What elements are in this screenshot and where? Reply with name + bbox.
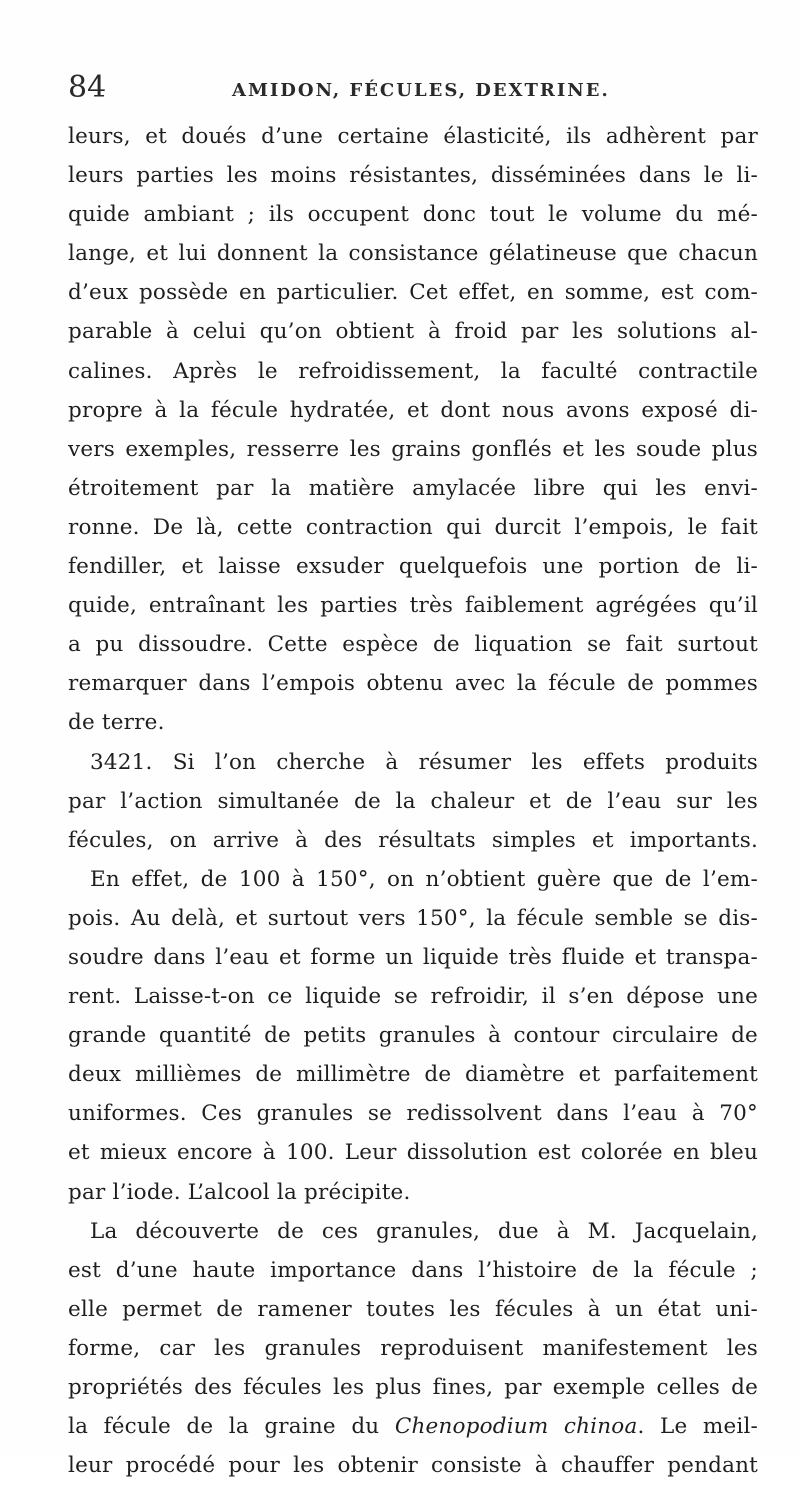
- text-line: calines. Après le refroidissement, la faculté contractile: [68, 358, 758, 384]
- text-line: soudre dans l’eau et forme un liquide très fluide et transpa-: [68, 944, 758, 970]
- text-line: pois. Au delà, et surtout vers 150°, la fécule semble se dis-: [68, 905, 758, 931]
- text-line: lange, et lui donnent la consistance gélatineuse que chacun: [68, 241, 758, 267]
- text-line: deux millièmes de millimètre de diamètre et parfaitement: [68, 1062, 758, 1088]
- text-segment: . Le meil-: [637, 1414, 758, 1440]
- text-line: étroitement par la matière amylacée libre qui les envi-: [68, 475, 758, 501]
- text-line: fécules, on arrive à des résultats simples et importants.: [68, 827, 758, 853]
- text-line: par l’iode. L’alcool la précipite.: [68, 1179, 411, 1205]
- text-line: de terre.: [68, 710, 165, 736]
- text-line: vers exemples, resserre les grains gonflés et les soude plus: [68, 436, 758, 462]
- text-line: quide, entraînant les parties très faiblement agrégées qu’il: [68, 593, 758, 619]
- text-line: fendiller, et laisse exsuder quelquefois une portion de li-: [68, 554, 758, 580]
- text-line-with-italic: [68, 1407, 758, 1446]
- text-line: leurs, et doués d’une certaine élasticité, ils adhèrent par: [68, 124, 758, 149]
- text-line: d’eux possède en particulier. Cet effet, en somme, est com-: [68, 280, 758, 306]
- text-line: propre à la fécule hydratée, et dont nous avons exposé di-: [68, 397, 758, 423]
- page-header: [68, 70, 768, 110]
- text-line: ronne. De là, cette contraction qui durcit l’empois, le fait: [68, 514, 758, 540]
- text-line: grande quantité de petits granules à contour circulaire de: [68, 1023, 758, 1049]
- text-line: a pu dissoudre. Cette espèce de liquation se fait surtout: [68, 632, 758, 658]
- paragraph-jacquelain-start: La découverte de ces granules, due à M. Jacquelain,: [90, 1218, 758, 1244]
- text-line: uniformes. Ces granules se redissolvent dans l’eau à 70°: [68, 1101, 758, 1127]
- running-head: AMIDON, FÉCULES, DEXTRINE.: [232, 80, 610, 101]
- text-line: leurs parties les moins résistantes, disséminées dans le li-: [68, 163, 758, 189]
- text-line: quide ambiant ; ils occupent donc tout le volume du mé-: [68, 202, 758, 228]
- text-segment: la fécule de la graine du: [68, 1414, 380, 1440]
- text-line: En effet, de 100 à 150°, on n’obtient guère que de l’em-: [90, 866, 758, 892]
- species-name: Chenopodium chinoa: [394, 1414, 638, 1440]
- text-line: parable à celui qu’on obtient à froid par les solutions al-: [68, 319, 758, 345]
- text-line: et mieux encore à 100. Leur dissolution est colorée en bleu: [68, 1140, 758, 1166]
- text-line: leur procédé pour les obtenir consiste à chauffer pendant: [68, 1453, 758, 1479]
- paragraph-3421-start: 3421. Si l’on cherche à résumer les effets produits: [90, 749, 758, 775]
- text-line: remarquer dans l’empois obtenu avec la fécule de pommes: [68, 671, 758, 697]
- text-line: forme, car les granules reproduisent manifestement les: [68, 1335, 758, 1361]
- text-line: rent. Laisse-t-on ce liquide se refroidir, il s’en dépose une: [68, 984, 758, 1010]
- body-text: [68, 117, 758, 1485]
- text-line: est d’une haute importance dans l’histoire de la fécule ;: [68, 1257, 758, 1283]
- text-line: par l’action simultanée de la chaleur et de l’eau sur les: [68, 788, 758, 814]
- text-line: propriétés des fécules les plus fines, par exemple celles de: [68, 1375, 758, 1400]
- text-line: elle permet de ramener toutes les fécules à un état uni-: [68, 1296, 758, 1322]
- page-number: 84: [68, 70, 107, 105]
